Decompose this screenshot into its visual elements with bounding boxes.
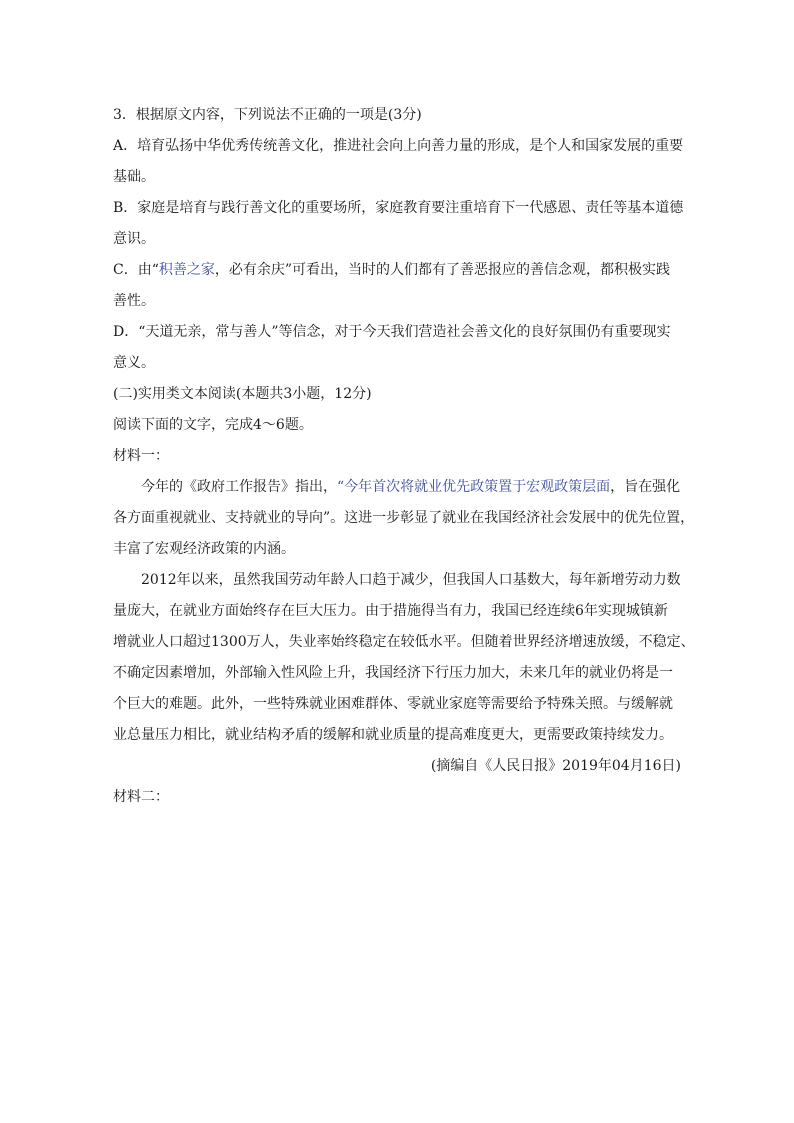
p2-line1: 2012年以来，虽然我国劳动年龄人口趋于减少，但我国人口基数大，每年新增劳动力数 bbox=[141, 572, 681, 588]
option-b bbox=[113, 193, 684, 255]
p1-line3: 丰富了宏观经济政策的内涵。 bbox=[113, 541, 295, 557]
material-one-paragraph-2 bbox=[113, 565, 695, 751]
section-heading: (二)实用类文本阅读(本题共3小题，12分) bbox=[113, 386, 372, 402]
material-one-label: 材料一： bbox=[113, 448, 169, 464]
document-body bbox=[113, 100, 695, 813]
material-two-label: 材料二： bbox=[113, 789, 169, 805]
p2-line3: 增就业人口超过1300万人，失业率始终稳定在较低水平。但随着世界经济增速放缓，不稳定、 bbox=[113, 634, 695, 650]
option-d-line2: 意义。 bbox=[113, 355, 155, 371]
option-a-line1: A．培育弘扬中华优秀传统善文化，推进社会向上向善力量的形成，是个人和国家发展的重要 bbox=[113, 138, 684, 154]
option-c-suffix: ，必有余庆”可看出，当时的人们都有了善恶报应的善信念观，都积极实践 bbox=[214, 262, 671, 278]
p2-line4: 不确定因素增加，外部输入性风险上升，我国经济下行压力加大，未来几年的就业仍将是一 bbox=[113, 665, 673, 681]
option-b-line1: B．家庭是培育与践行善文化的重要场所，家庭教育要注重培育下一代感恩、责任等基本道德 bbox=[113, 200, 684, 216]
option-c bbox=[113, 255, 681, 317]
question-stem: 3．根据原文内容，下列说法不正确的一项是(3分) bbox=[113, 107, 422, 123]
option-c-line2: 善性。 bbox=[113, 293, 155, 309]
option-d bbox=[113, 317, 681, 379]
p2-line2: 量庞大，在就业方面始终存在巨大压力。由于措施得当有力，我国已经连续6年实现城镇新 bbox=[113, 603, 668, 619]
option-d-line1: D．“天道无亲，常与善人”等信念，对于今天我们营造社会善文化的良好氛围仍有重要现实 bbox=[113, 324, 671, 340]
source-citation: (摘编自《人民日报》2019年04月16日) bbox=[430, 758, 681, 774]
option-c-prefix: C．由“ bbox=[113, 262, 159, 278]
material-one-paragraph-1 bbox=[113, 472, 695, 565]
option-c-quote: 积善之家 bbox=[158, 262, 215, 278]
p1-line2: 各方面重视就业、支持就业的导向”。这进一步彰显了就业在我国经济社会发展中的优先位置， bbox=[113, 510, 695, 526]
p2-line6: 业总量压力相比，就业结构矛盾的缓解和就业质量的提高难度更大，更需要政策持续发力。 bbox=[113, 727, 673, 743]
p1-line1 bbox=[113, 472, 681, 503]
section-instruction: 阅读下面的文字，完成4～6题。 bbox=[113, 417, 313, 433]
option-a-line2: 基础。 bbox=[113, 169, 155, 185]
option-a bbox=[113, 131, 684, 193]
p1-suffix: ，旨在强化 bbox=[610, 479, 681, 495]
option-b-line2: 意识。 bbox=[113, 231, 155, 247]
p1-prefix: 今年的《政府工作报告》指出， bbox=[141, 479, 337, 495]
p2-line5: 个巨大的难题。此外，一些特殊就业困难群体、零就业家庭等需要给予特殊关照。与缓解就 bbox=[113, 696, 673, 712]
option-c-line1 bbox=[113, 255, 681, 286]
p1-quote: “今年首次将就业优先政策置于宏观政策层面 bbox=[337, 479, 611, 495]
